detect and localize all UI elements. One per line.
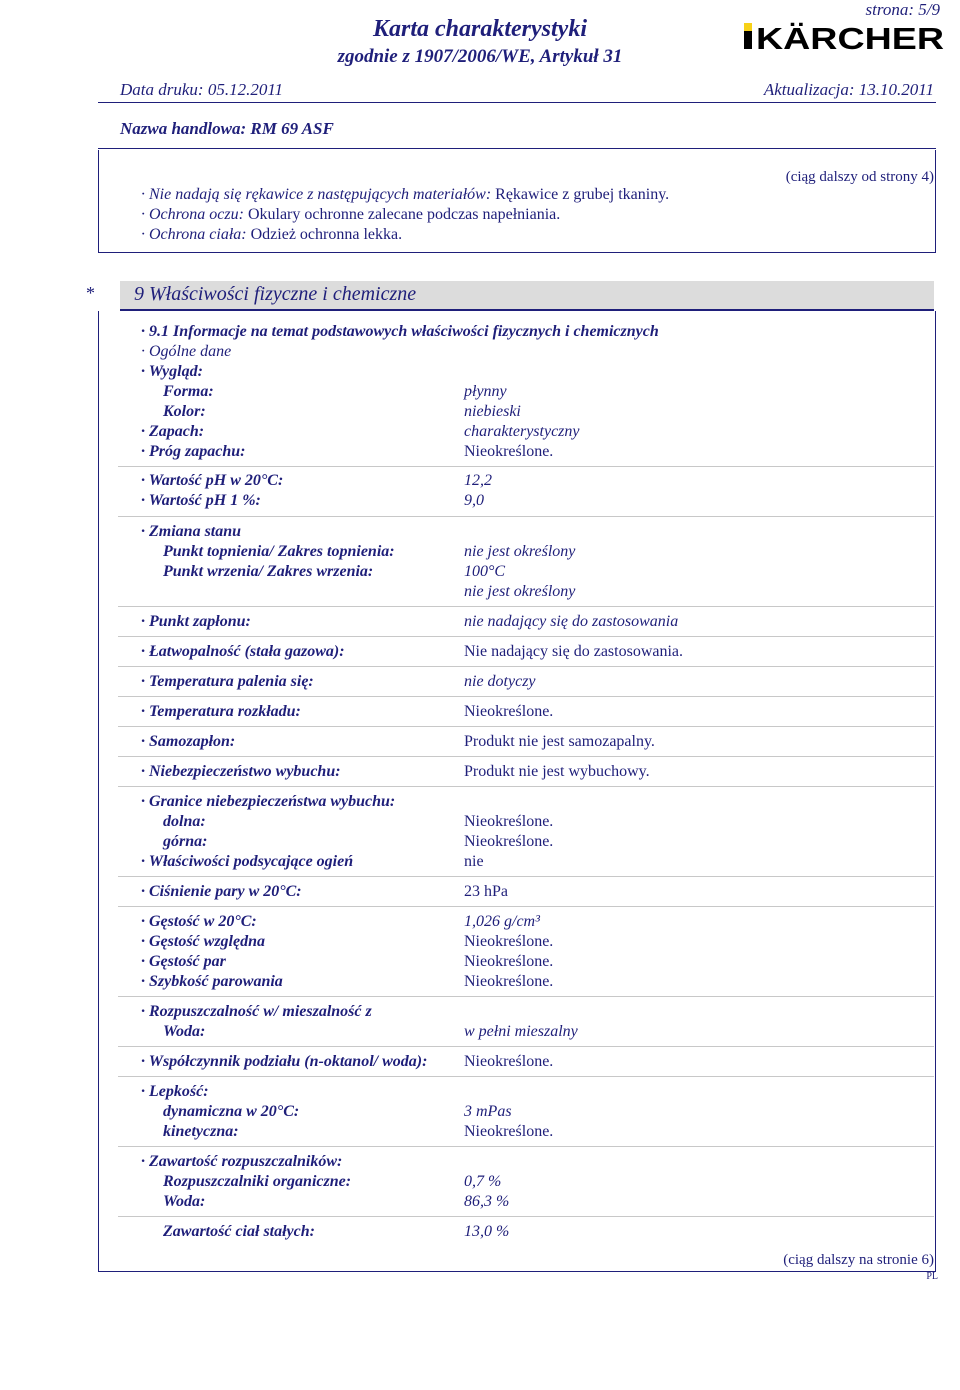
upper-limit-label: górna: xyxy=(163,833,208,850)
odor-threshold-value: Nieokreślone. xyxy=(464,443,554,460)
solids-content-value: 13,0 % xyxy=(464,1223,510,1240)
general-data: · Ogólne dane xyxy=(141,343,232,360)
body-protection-line xyxy=(141,225,402,245)
karcher-logo xyxy=(742,13,946,53)
self-ignition-value: Produkt nie jest samozapalny. xyxy=(464,733,655,750)
upper-limit-value: Nieokreślone. xyxy=(464,833,554,850)
ignition-temp-value: nie dotyczy xyxy=(464,673,536,690)
separator xyxy=(118,466,934,467)
relative-density-label: · Gęstość względna xyxy=(141,933,265,950)
separator xyxy=(118,786,934,787)
water-content-label: Woda: xyxy=(163,1193,206,1210)
water-value: w pełni mieszalny xyxy=(464,1023,578,1040)
eye-protection-value: Okulary ochronne zalecane podczas napełniania. xyxy=(247,206,561,223)
continued-on: (ciąg dalszy na stronie 6) xyxy=(783,1252,934,1268)
separator xyxy=(118,696,934,697)
header-rule xyxy=(98,102,936,103)
separator xyxy=(118,906,934,907)
explosion-danger-label: · Niebezpieczeństwo wybuchu: xyxy=(141,763,341,780)
lower-limit-label: dolna: xyxy=(163,813,206,830)
oxidizing-value: nie xyxy=(464,853,484,870)
separator xyxy=(118,996,934,997)
gloves-value: Rękawice z grubej tkaniny. xyxy=(495,186,670,203)
density-value: 1,026 g/cm³ xyxy=(464,913,540,930)
evaporation-rate-value: Nieokreślone. xyxy=(464,973,554,990)
explosion-danger-value: Produkt nie jest wybuchowy. xyxy=(464,763,650,780)
appearance-label: · Wygląd: xyxy=(141,363,203,380)
partition-coefficient-value: Nieokreślone. xyxy=(464,1053,554,1070)
gloves-line xyxy=(141,185,669,205)
melting-value: nie jest określony xyxy=(464,543,576,560)
eye-protection-line xyxy=(141,205,560,225)
solids-content-label: Zawartość ciał stałych: xyxy=(163,1223,315,1240)
page-number: strona: 5/9 xyxy=(865,0,940,19)
boiling-label: Punkt wrzenia/ Zakres wrzenia: xyxy=(163,563,374,580)
vapor-pressure-label: · Ciśnienie pary w 20°C: xyxy=(141,883,302,900)
separator xyxy=(118,606,934,607)
boiling-value-2: nie jest określony xyxy=(464,583,576,600)
separator xyxy=(118,1076,934,1077)
continued-from: (ciąg dalszy od strony 4) xyxy=(785,169,934,185)
document-subtitle: zgodnie z 1907/2006/WE, Artykuł 31 xyxy=(337,46,623,67)
separator xyxy=(118,666,934,667)
vapor-pressure-value: 23 hPa xyxy=(464,883,508,900)
separator xyxy=(118,636,934,637)
body-protection-label: · Ochrona ciała: xyxy=(141,226,247,243)
footer-rule xyxy=(98,1271,936,1272)
revision-star: * xyxy=(86,283,95,303)
gloves-label: · Nie nadają się rękawice z następujących materiałów: xyxy=(141,186,492,203)
svg-text:KÄRCHER: KÄRCHER xyxy=(756,21,944,53)
document-title: Karta charakterystyki xyxy=(373,16,587,42)
ph20-label: · Wartość pH w 20°C: xyxy=(141,472,284,489)
flash-point-value: nie nadający się do zastosowania xyxy=(464,613,679,630)
form-label: Forma: xyxy=(163,383,214,400)
dynamic-viscosity-label: dynamiczna w 20°C: xyxy=(163,1103,300,1120)
water-content-value: 86,3 % xyxy=(464,1193,510,1210)
self-ignition-label: · Samozapłon: xyxy=(141,733,236,750)
separator xyxy=(118,756,934,757)
ph20-value: 12,2 xyxy=(464,472,492,489)
color-value: niebieski xyxy=(464,403,521,420)
ph1-label: · Wartość pH 1 %: xyxy=(141,492,261,509)
oxidizing-label: · Właściwości podsycające ogień xyxy=(141,853,354,870)
separator xyxy=(118,516,934,517)
organic-solvents-label: Rozpuszczalniki organiczne: xyxy=(163,1173,352,1190)
decomposition-temp-value: Nieokreślone. xyxy=(464,703,554,720)
flammability-value: Nie nadający się do zastosowania. xyxy=(464,643,684,660)
solubility-label: · Rozpuszczalność w/ mieszalność z xyxy=(141,1003,372,1020)
dynamic-viscosity-value: 3 mPas xyxy=(464,1103,512,1120)
kinematic-viscosity-label: kinetyczna: xyxy=(163,1123,239,1140)
subsection-title: · 9.1 Informacje na temat podstawowych właściwości fizycznych i chemicznych xyxy=(141,323,659,340)
ignition-temp-label: · Temperatura palenia się: xyxy=(141,673,314,690)
body-protection-value: Odzież ochronna lekka. xyxy=(250,226,403,243)
explosion-limits-label: · Granice niebezpieczeństwa wybuchu: xyxy=(141,793,396,810)
color-label: Kolor: xyxy=(163,403,206,420)
partition-coefficient-label: · Współczynnik podziału (n-oktanol/ woda): xyxy=(141,1053,428,1070)
evaporation-rate-label: · Szybkość parowania xyxy=(141,973,283,990)
vapor-density-label: · Gęstość par xyxy=(141,953,226,970)
eye-protection-label: · Ochrona oczu: xyxy=(141,206,244,223)
separator xyxy=(118,876,934,877)
update-date: Aktualizacja: 13.10.2011 xyxy=(763,80,934,99)
lower-limit-value: Nieokreślone. xyxy=(464,813,554,830)
solvent-content-label: · Zawartość rozpuszczalników: xyxy=(141,1153,343,1170)
prev-section-rule xyxy=(98,252,936,253)
form-value: płynny xyxy=(464,383,507,400)
odor-value: charakterystyczny xyxy=(464,423,580,440)
state-change-label: · Zmiana stanu xyxy=(141,523,242,540)
separator xyxy=(118,1146,934,1147)
relative-density-value: Nieokreślone. xyxy=(464,933,554,950)
melting-label: Punkt topnienia/ Zakres topnienia: xyxy=(163,543,395,560)
print-date: Data druku: 05.12.2011 xyxy=(120,80,284,99)
flash-point-label: · Punkt zapłonu: xyxy=(141,613,251,630)
trade-rule xyxy=(98,148,936,149)
separator xyxy=(118,1046,934,1047)
separator xyxy=(118,726,934,727)
decomposition-temp-label: · Temperatura rozkładu: xyxy=(141,703,301,720)
kinematic-viscosity-value: Nieokreślone. xyxy=(464,1123,554,1140)
odor-threshold-label: · Próg zapachu: xyxy=(141,443,246,460)
boiling-value: 100°C xyxy=(464,563,506,580)
viscosity-label: · Lepkość: xyxy=(141,1083,209,1100)
vapor-density-value: Nieokreślone. xyxy=(464,953,554,970)
odor-label: · Zapach: xyxy=(141,423,205,440)
ph1-value: 9,0 xyxy=(464,492,484,509)
flammability-label: · Łatwopalność (stała gazowa): xyxy=(141,643,345,660)
organic-solvents-value: 0,7 % xyxy=(464,1173,502,1190)
language-code: PL xyxy=(926,1271,938,1282)
density-label: · Gęstość w 20°C: xyxy=(141,913,257,930)
section-title: 9 Właściwości fizyczne i chemiczne xyxy=(134,283,417,305)
separator xyxy=(118,1216,934,1217)
trade-name: Nazwa handlowa: RM 69 ASF xyxy=(120,119,334,138)
water-label: Woda: xyxy=(163,1023,206,1040)
